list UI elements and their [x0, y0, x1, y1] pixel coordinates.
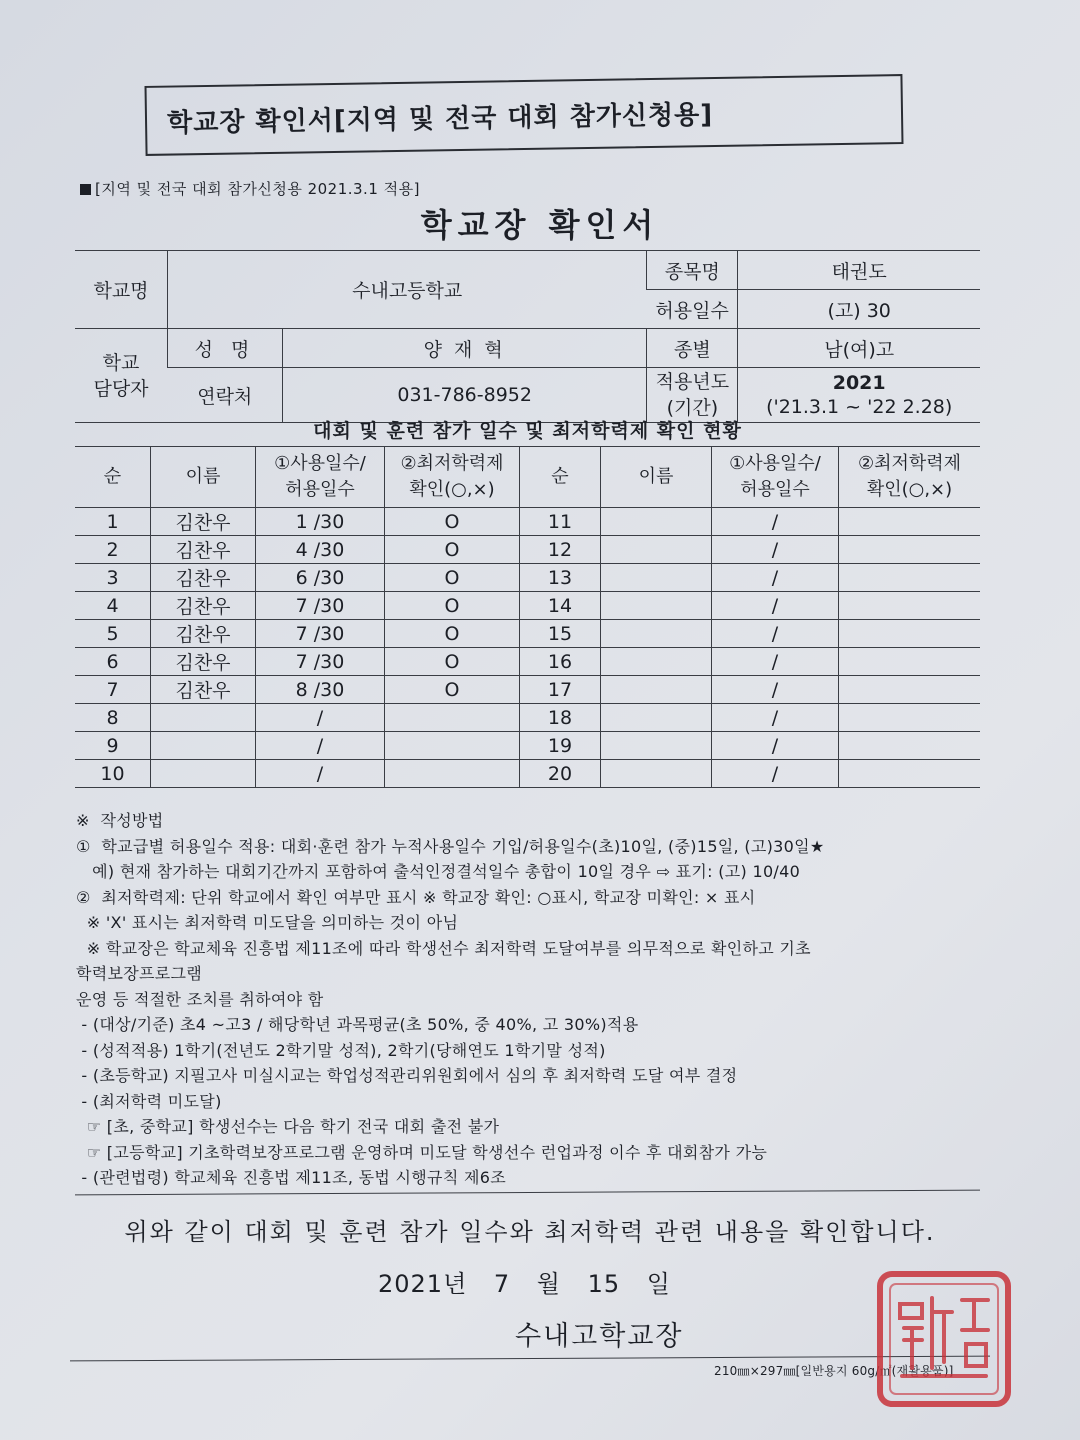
- row-days-right: /: [712, 592, 839, 620]
- row-check: O: [385, 592, 520, 620]
- sport-value: 태권도: [738, 251, 980, 290]
- issue-date: 2021년 7 월 15 일: [378, 1270, 671, 1298]
- row-days-right: /: [712, 508, 839, 536]
- row-no-right: 11: [520, 508, 601, 536]
- row-days-right: /: [712, 648, 839, 676]
- row-name: 김찬우: [151, 536, 256, 564]
- row-name: 김찬우: [151, 620, 256, 648]
- row-no: 6: [75, 648, 151, 676]
- col-header-check-right: ②최저학력제 확인(○,×): [839, 447, 981, 508]
- table-row: [75, 732, 980, 760]
- row-check: O: [385, 620, 520, 648]
- row-name-right: [601, 732, 712, 760]
- row-check-right: [839, 592, 981, 620]
- note-line: 운영 등 적절한 조치를 취하여야 함: [76, 989, 324, 1009]
- row-check-right: [839, 676, 981, 704]
- row-name: 김찬우: [151, 648, 256, 676]
- table-row: [75, 564, 980, 592]
- row-days: 1 /30: [256, 508, 385, 536]
- allowed-days-value: (고) 30: [738, 290, 980, 329]
- participation-table: [75, 446, 980, 788]
- row-check-right: [839, 536, 981, 564]
- col-header-days-right: ①사용일수/ 허용일수: [712, 447, 839, 508]
- note-line: ② 최저학력제: 단위 학교에서 확인 여부만 표시 ※ 학교장 확인: ○표시, 학교장 미확인: × 표시: [76, 887, 756, 907]
- row-days: 7 /30: [256, 620, 385, 648]
- row-name: 김찬우: [151, 592, 256, 620]
- row-days: 6 /30: [256, 564, 385, 592]
- row-no-right: 12: [520, 536, 601, 564]
- table-row: [75, 648, 980, 676]
- school-name-label: 학교명: [75, 251, 168, 329]
- note-line: ☞ [고등학교] 기초학력보장프로그램 운영하며 미도달 학생선수 런업과정 이수 후 대회참가 가능: [76, 1142, 768, 1162]
- table-row: [75, 704, 980, 732]
- col-header-check: ②최저학력제 확인(○,×): [385, 447, 520, 508]
- row-check: [385, 732, 520, 760]
- row-no-right: 16: [520, 648, 601, 676]
- paper-spec: 210㎜×297㎜[일반용지 60g/㎡(재활용품)]: [714, 1364, 954, 1378]
- contact-value: 031-786-8952: [283, 368, 647, 423]
- row-days-right: /: [712, 536, 839, 564]
- row-name-right: [601, 704, 712, 732]
- row-days-right: /: [712, 564, 839, 592]
- period-value: ('21.3.1 ~ '22 2.28): [766, 396, 953, 418]
- row-name: 김찬우: [151, 508, 256, 536]
- note-line: 예) 현재 참가하는 대회기간까지 포함하여 출석인정결석일수 총합이 10일 경우 ⇨ 표기: (고) 10/40: [76, 862, 801, 881]
- contact-label: 연락처: [168, 368, 283, 423]
- confirmation-text: 위와 같이 대회 및 훈련 참가 일수와 최저학력 관련 내용을 확인합니다.: [124, 1218, 936, 1246]
- row-check-right: [839, 620, 981, 648]
- table-row: [75, 592, 980, 620]
- row-name: 김찬우: [151, 676, 256, 704]
- row-name: [151, 760, 256, 788]
- row-name-right: [601, 592, 712, 620]
- row-check: [385, 760, 520, 788]
- note-line: ※ 'X' 표시는 최저학력 미도달을 의미하는 것이 아님: [76, 913, 459, 932]
- row-days: /: [256, 704, 385, 732]
- row-days: 7 /30: [256, 648, 385, 676]
- row-check-right: [839, 704, 981, 732]
- col-header-no: 순: [75, 447, 151, 508]
- row-check-right: [839, 760, 981, 788]
- table-row: [75, 620, 980, 648]
- form-label: [80, 178, 420, 199]
- row-check-right: [839, 648, 981, 676]
- year-value: 2021: [832, 372, 886, 394]
- row-no: 2: [75, 536, 151, 564]
- row-no: 10: [75, 760, 151, 788]
- table-title: 대회 및 훈련 참가 일수 및 최저학력제 확인 현황: [313, 420, 742, 442]
- row-days-right: /: [712, 620, 839, 648]
- header-title: 학교장 확인서[지역 및 전국 대회 참가신청용]: [166, 99, 714, 139]
- row-name-right: [601, 536, 712, 564]
- gender-value: 남(여)고: [738, 329, 980, 368]
- table-row: [75, 508, 980, 536]
- col-header-no-right: 순: [520, 447, 601, 508]
- row-name: 김찬우: [151, 564, 256, 592]
- note-line: ① 학교급별 허용일수 적용: 대회·훈련 참가 누적사용일수 기입/허용일수(초)10일, (중)15일, (고)30일★: [76, 836, 825, 856]
- row-no-right: 20: [520, 760, 601, 788]
- col-header-name: 이름: [151, 447, 256, 508]
- row-check: O: [385, 564, 520, 592]
- row-name: [151, 704, 256, 732]
- row-days-right: /: [712, 732, 839, 760]
- school-info-table: [75, 250, 980, 423]
- row-no-right: 19: [520, 732, 601, 760]
- row-days: 8 /30: [256, 676, 385, 704]
- row-days-right: /: [712, 704, 839, 732]
- row-no: 4: [75, 592, 151, 620]
- note-line: - (최저학력 미도달): [76, 1091, 222, 1111]
- gender-label: 종별: [647, 329, 738, 368]
- note-line: - (성적적용) 1학기(전년도 2학기말 성적), 2학기(당해연도 1학기말 성적): [76, 1040, 606, 1060]
- row-check: O: [385, 508, 520, 536]
- principal-name: 수내고학교장: [515, 1321, 684, 1352]
- instructions: [76, 808, 1006, 1191]
- row-days: /: [256, 760, 385, 788]
- row-no-right: 17: [520, 676, 601, 704]
- note-line: ※ 작성방법: [76, 811, 164, 830]
- row-name-right: [601, 648, 712, 676]
- row-check-right: [839, 732, 981, 760]
- school-name: 수내고등학교: [168, 251, 647, 329]
- sport-label: 종목명: [647, 251, 738, 290]
- row-check: [385, 704, 520, 732]
- note-line: - (대상/기준) 초4 ~고3 / 해당학년 과목평균(초 50%, 중 40%, 고 30%)적용: [76, 1015, 639, 1034]
- row-name-right: [601, 676, 712, 704]
- row-name: [151, 732, 256, 760]
- manager-name: 양 재 혁: [283, 329, 647, 368]
- row-check-right: [839, 564, 981, 592]
- row-no: 3: [75, 564, 151, 592]
- row-no: 7: [75, 676, 151, 704]
- year-label: 적용년도 (기간): [647, 368, 738, 423]
- row-no: 8: [75, 704, 151, 732]
- row-days-right: /: [712, 760, 839, 788]
- row-check-right: [839, 508, 981, 536]
- footer-divider: [70, 1356, 990, 1362]
- col-header-days: ①사용일수/ 허용일수: [256, 447, 385, 508]
- square-bullet-icon: [80, 184, 91, 195]
- row-check: O: [385, 676, 520, 704]
- row-days-right: /: [712, 676, 839, 704]
- row-name-right: [601, 760, 712, 788]
- row-name-right: [601, 508, 712, 536]
- row-days: 4 /30: [256, 536, 385, 564]
- allowed-days-label: 허용일수: [647, 290, 738, 329]
- row-name-right: [601, 564, 712, 592]
- note-line: 학력보장프로그램: [76, 964, 203, 983]
- table-row: [75, 536, 980, 564]
- year-cell: [738, 368, 980, 423]
- manager-name-label: 성 명: [168, 329, 283, 368]
- table-row: [75, 760, 980, 788]
- row-no: 1: [75, 508, 151, 536]
- row-days: /: [256, 732, 385, 760]
- note-line: - (초등학교) 지필고사 미실시교는 학업성적관리위원회에서 심의 후 최저학력 도달 여부 결정: [76, 1066, 738, 1085]
- form-label-text: [지역 및 전국 대회 참가신청용 2021.3.1 적용]: [95, 180, 420, 198]
- row-no: 5: [75, 620, 151, 648]
- row-check: O: [385, 536, 520, 564]
- official-seal-icon: [874, 1268, 1014, 1410]
- note-line: ※ 학교장은 학교체육 진흥법 제11조에 따라 학생선수 최저학력 도달여부를 의무적으로 확인하고 기초: [76, 938, 811, 958]
- manager-label: 학교 담당자: [75, 329, 168, 423]
- header-title-box: [144, 74, 903, 156]
- note-line: ☞ [초, 중학교] 학생선수는 다음 학기 전국 대회 출전 불가: [76, 1117, 500, 1136]
- row-no-right: 14: [520, 592, 601, 620]
- row-no-right: 18: [520, 704, 601, 732]
- note-line: - (관련법령) 학교체육 진흥법 제11조, 동법 시행규칙 제6조: [76, 1168, 506, 1187]
- row-name-right: [601, 620, 712, 648]
- row-no: 9: [75, 732, 151, 760]
- row-days: 7 /30: [256, 592, 385, 620]
- col-header-name-right: 이름: [601, 447, 712, 508]
- row-check: O: [385, 648, 520, 676]
- main-title: 학교장 확인서: [420, 206, 660, 244]
- row-no-right: 15: [520, 620, 601, 648]
- row-no-right: 13: [520, 564, 601, 592]
- table-row: [75, 676, 980, 704]
